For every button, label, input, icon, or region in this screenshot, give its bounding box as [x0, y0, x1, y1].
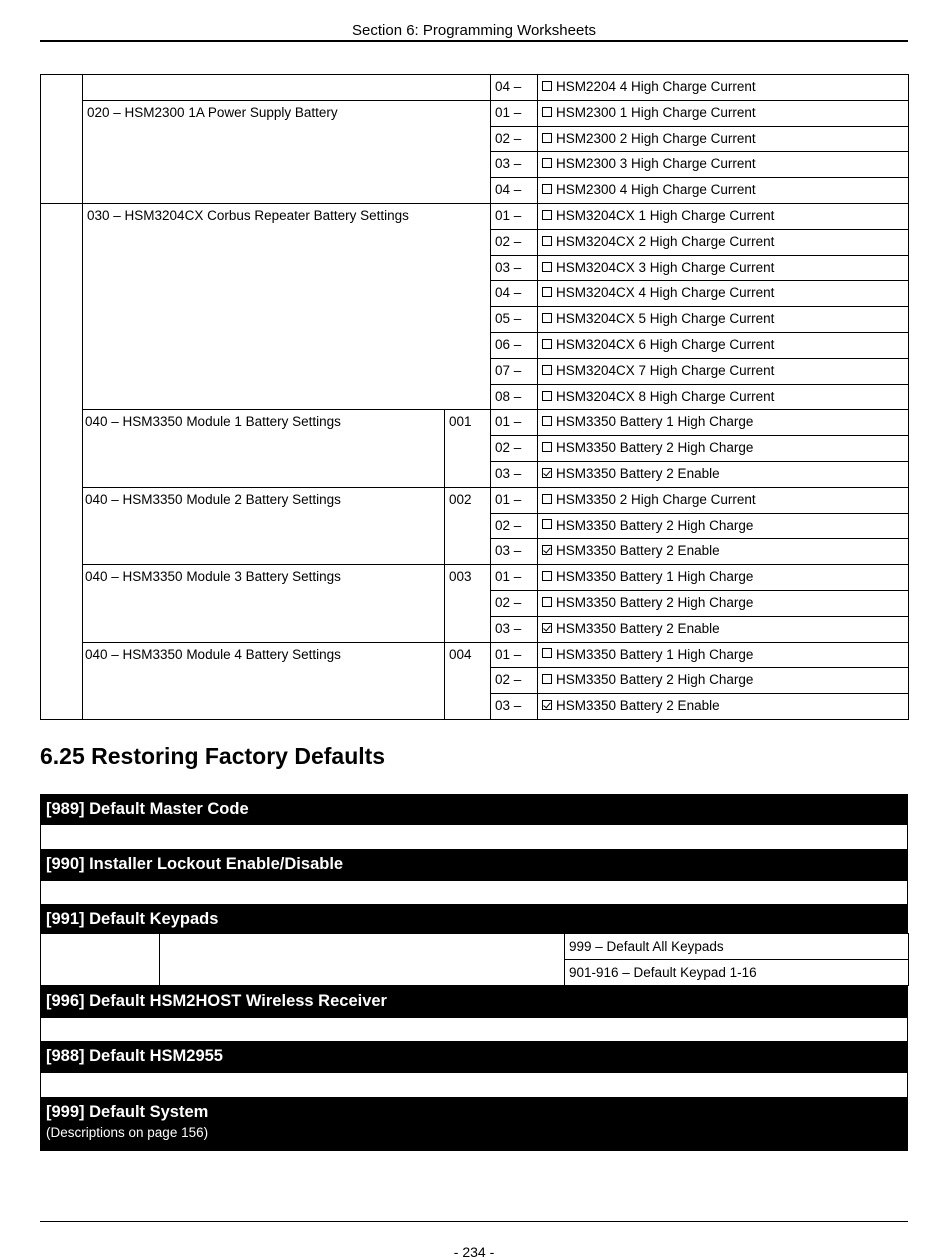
option-label: HSM3204CX 4 High Charge Current	[556, 285, 775, 301]
option-cell	[538, 100, 909, 126]
option-cell	[538, 358, 909, 384]
option-code: 05 –	[491, 307, 538, 333]
checkbox-icon[interactable]	[542, 236, 552, 246]
option-cell	[538, 642, 909, 668]
module-number: 003	[445, 565, 491, 642]
option-label: HSM3204CX 1 High Charge Current	[556, 207, 775, 223]
option-code: 02 –	[491, 590, 538, 616]
option-code: 01 –	[491, 410, 538, 436]
option-code: 04 –	[491, 281, 538, 307]
option-cell	[538, 152, 909, 178]
option-cell	[538, 229, 909, 255]
blank-entry-row[interactable]	[40, 1072, 908, 1098]
checkbox-icon[interactable]	[542, 339, 552, 349]
option-code: 03 –	[491, 694, 538, 720]
module-title: 040 – HSM3350 Module 3 Battery Settings	[83, 565, 445, 642]
option-cell	[538, 75, 909, 101]
blank-cell	[160, 934, 565, 986]
option-label: HSM2300 2 High Charge Current	[556, 130, 756, 146]
checkbox-icon[interactable]	[542, 107, 552, 117]
option-label: HSM3204CX 7 High Charge Current	[556, 362, 775, 378]
blank-cell	[41, 75, 83, 204]
option-cell	[538, 255, 909, 281]
option-code: 02 –	[491, 513, 538, 539]
table-row	[41, 565, 909, 591]
option-code: 03 –	[491, 461, 538, 487]
checkbox-icon[interactable]	[542, 287, 552, 297]
installer-lockout-bar: [990] Installer Lockout Enable/Disable	[40, 849, 908, 880]
option-code: 06 –	[491, 332, 538, 358]
default-system-label: [999] Default System	[46, 1103, 209, 1121]
group-title: 020 – HSM2300 1A Power Supply Battery	[83, 100, 491, 203]
section-title: 6.25 Restoring Factory Defaults	[40, 743, 386, 769]
option-code: 01 –	[491, 203, 538, 229]
table-row	[41, 642, 909, 668]
blank-cell	[83, 75, 491, 101]
checkbox-icon[interactable]	[542, 674, 552, 684]
option-label: HSM3350 Battery 1 High Charge	[556, 414, 754, 430]
blank-entry-row[interactable]	[40, 880, 908, 905]
option-label: HSM3350 Battery 2 Enable	[556, 465, 720, 481]
option-cell	[538, 590, 909, 616]
option-label: HSM2300 3 High Charge Current	[556, 156, 756, 172]
option-label: HSM3204CX 3 High Charge Current	[556, 259, 775, 275]
option-code: 02 –	[491, 229, 538, 255]
keypad-option[interactable]: 999 – Default All Keypads	[565, 934, 909, 960]
checked-checkbox-icon[interactable]	[542, 545, 552, 555]
option-label: HSM3204CX 2 High Charge Current	[556, 233, 775, 249]
blank-cell	[41, 203, 83, 719]
option-label: HSM3204CX 5 High Charge Current	[556, 311, 775, 327]
option-label: HSM2300 4 High Charge Current	[556, 182, 756, 198]
option-cell	[538, 410, 909, 436]
option-code: 01 –	[491, 565, 538, 591]
checkbox-icon[interactable]	[542, 313, 552, 323]
module-number: 002	[445, 487, 491, 564]
default-system-bar	[40, 1097, 908, 1151]
checked-checkbox-icon[interactable]	[542, 700, 552, 710]
option-label: HSM3350 Battery 1 High Charge	[556, 646, 754, 662]
option-code: 03 –	[491, 152, 538, 178]
checkbox-icon[interactable]	[542, 133, 552, 143]
blank-cell	[41, 934, 160, 986]
section-header: Section 6: Programming Worksheets	[352, 22, 596, 39]
checkbox-icon[interactable]	[542, 81, 552, 91]
default-keypads-bar: [991] Default Keypads	[40, 904, 908, 934]
option-cell	[538, 384, 909, 410]
keypad-options-table	[40, 933, 909, 986]
option-code: 03 –	[491, 616, 538, 642]
module-title: 040 – HSM3350 Module 1 Battery Settings	[83, 410, 445, 487]
option-code: 02 –	[491, 436, 538, 462]
option-cell	[538, 513, 909, 539]
option-code: 02 –	[491, 126, 538, 152]
checked-checkbox-icon[interactable]	[542, 468, 552, 478]
option-cell	[538, 461, 909, 487]
table-row	[41, 934, 909, 960]
table-row	[41, 100, 909, 126]
checked-checkbox-icon[interactable]	[542, 623, 552, 633]
module-number: 004	[445, 642, 491, 719]
option-cell	[538, 203, 909, 229]
option-cell	[538, 281, 909, 307]
option-code: 04 –	[491, 178, 538, 204]
option-code: 01 –	[491, 642, 538, 668]
option-code: 07 –	[491, 358, 538, 384]
option-cell	[538, 668, 909, 694]
checkbox-icon[interactable]	[542, 210, 552, 220]
table-row	[41, 203, 909, 229]
checkbox-icon[interactable]	[542, 442, 552, 452]
group-title: 030 – HSM3204CX Corbus Repeater Battery Settings	[83, 203, 491, 409]
option-code: 04 –	[491, 75, 538, 101]
option-code: 03 –	[491, 539, 538, 565]
option-label: HSM3204CX 6 High Charge Current	[556, 336, 775, 352]
option-label: HSM3350 2 High Charge Current	[556, 491, 756, 507]
default-system-note: (Descriptions on page 156)	[46, 1125, 209, 1140]
option-label: HSM3350 Battery 2 High Charge	[556, 672, 754, 688]
option-cell	[538, 332, 909, 358]
option-label: HSM3350 Battery 2 Enable	[556, 620, 720, 636]
page-number: - 234 -	[453, 1244, 495, 1260]
option-code: 01 –	[491, 487, 538, 513]
option-label: HSM2204 4 High Charge Current	[556, 79, 756, 94]
checkbox-icon[interactable]	[542, 391, 552, 401]
option-label: HSM3350 Battery 2 High Charge	[556, 440, 754, 456]
keypad-option[interactable]: 901-916 – Default Keypad 1-16	[565, 960, 909, 986]
default-master-code-bar: [989] Default Master Code	[40, 794, 908, 824]
option-label: HSM2300 1 High Charge Current	[556, 104, 756, 120]
option-label: HSM3350 Battery 1 High Charge	[556, 569, 754, 585]
blank-entry-row[interactable]	[40, 824, 908, 850]
checkbox-icon[interactable]	[542, 648, 552, 658]
checkbox-icon[interactable]	[542, 158, 552, 168]
checkbox-icon[interactable]	[542, 365, 552, 375]
option-cell	[538, 565, 909, 591]
option-label: HSM3204CX 8 High Charge Current	[556, 388, 775, 404]
option-label: HSM3350 Battery 2 High Charge	[556, 517, 754, 533]
table-row	[41, 410, 909, 436]
option-cell	[538, 487, 909, 513]
option-cell	[538, 436, 909, 462]
option-code: 03 –	[491, 255, 538, 281]
checkbox-icon[interactable]	[542, 262, 552, 272]
default-hsm2955-bar: [988] Default HSM2955	[40, 1041, 908, 1072]
option-cell	[538, 616, 909, 642]
checkbox-icon[interactable]	[542, 494, 552, 504]
header-rule	[40, 40, 908, 42]
checkbox-icon[interactable]	[542, 416, 552, 426]
option-cell	[538, 126, 909, 152]
option-code: 02 –	[491, 668, 538, 694]
option-label: HSM3350 Battery 2 High Charge	[556, 594, 754, 610]
checkbox-icon[interactable]	[542, 597, 552, 607]
module-title: 040 – HSM3350 Module 4 Battery Settings	[83, 642, 445, 719]
checkbox-icon[interactable]	[542, 519, 552, 529]
footer-rule	[40, 1221, 908, 1222]
table-row	[41, 75, 909, 101]
option-code: 08 –	[491, 384, 538, 410]
option-label: HSM3350 Battery 2 Enable	[556, 543, 720, 559]
option-code: 01 –	[491, 100, 538, 126]
wireless-receiver-bar: [996] Default HSM2HOST Wireless Receiver	[40, 986, 908, 1017]
checkbox-icon[interactable]	[542, 184, 552, 194]
option-cell	[538, 307, 909, 333]
blank-entry-row[interactable]	[40, 1017, 908, 1042]
module-title: 040 – HSM3350 Module 2 Battery Settings	[83, 487, 445, 564]
table-row	[41, 487, 909, 513]
checkbox-icon[interactable]	[542, 571, 552, 581]
option-cell	[538, 539, 909, 565]
option-cell	[538, 694, 909, 720]
module-number: 001	[445, 410, 491, 487]
battery-settings-table	[40, 74, 909, 720]
option-label: HSM3350 Battery 2 Enable	[556, 698, 720, 714]
option-cell	[538, 178, 909, 204]
